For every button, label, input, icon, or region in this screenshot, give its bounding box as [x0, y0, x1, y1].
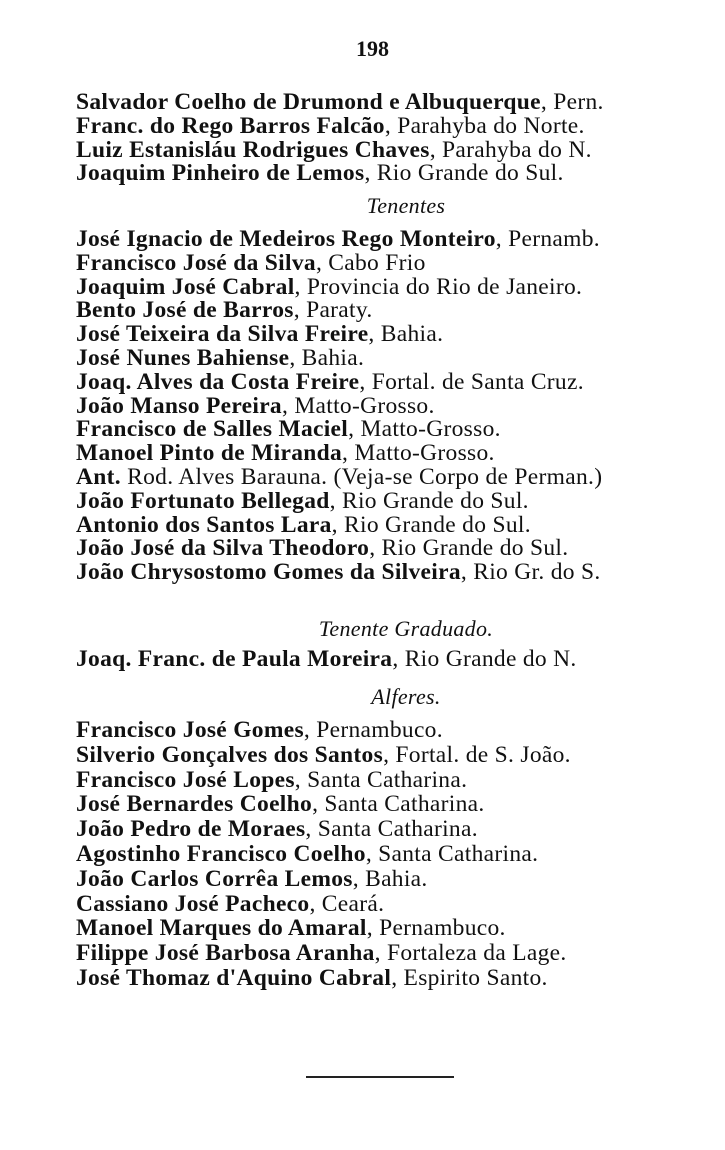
list-entry: José Thomaz d'Aquino Cabral, Espirito Santo. — [76, 964, 548, 991]
page-number: 198 — [356, 36, 389, 61]
list-entry: José Teixeira da Silva Freire, Bahia. — [76, 321, 444, 348]
list-entry: Manoel Marques do Amaral, Pernambuco. — [76, 915, 506, 942]
tenentes-list — [76, 228, 716, 585]
list-entry: Francisco José Lopes, Santa Catharina. — [76, 766, 468, 793]
section-tenente-graduado — [76, 617, 716, 641]
list-entry: Francisco José Gomes, Pernambuco. — [76, 717, 443, 743]
list-entry: João Carlos Corrêa Lemos, Bahia. — [76, 865, 428, 892]
list-entry: Cassiano José Pacheco, Ceará. — [76, 890, 385, 917]
section-heading: Alferes. — [371, 684, 441, 709]
list-entry: José Bernardes Coelho, Santa Catharina. — [76, 791, 485, 818]
list-entry: Franc. do Rego Barros Falcão, Parahyba do Norte. — [76, 112, 585, 139]
section-alferes — [76, 685, 716, 709]
list-entry: Salvador Coelho de Drumond e Albuquerque, Pern. — [76, 89, 604, 115]
section-continued-list — [76, 91, 716, 186]
list-entry: João Pedro de Moraes, Santa Catharina. — [76, 816, 478, 843]
list-entry: Ant. Rod. Alves Barauna. (Veja-se Corpo de Perman.) — [76, 463, 603, 490]
list-entry: Silverio Gonçalves dos Santos, Fortal. de S. João. — [76, 741, 571, 768]
section-heading: Tenentes — [366, 193, 446, 218]
section-tenentes — [76, 194, 716, 218]
section-heading: Tenente Graduado. — [318, 616, 494, 641]
list-entry: João Chrysostomo Gomes da Silveira, Rio Gr. do S. — [76, 559, 601, 586]
list-entry: Joaquim Pinheiro de Lemos, Rio Grande do Sul. — [76, 160, 564, 187]
list-entry: João Manso Pereira, Matto-Grosso. — [76, 392, 435, 419]
alferes-list — [76, 719, 716, 992]
list-entry: Luiz Estanisláu Rodrigues Chaves, Parahyba do N. — [76, 136, 592, 163]
list-entry: Francisco de Salles Maciel, Matto-Grosso. — [76, 416, 501, 443]
list-entry: José Nunes Bahiense, Bahia. — [76, 344, 365, 371]
list-entry: Agostinho Francisco Coelho, Santa Catharina. — [76, 840, 539, 867]
list-entry: João Fortunato Bellegad, Rio Grande do Sul. — [76, 487, 529, 514]
list-entry: Manoel Pinto de Miranda, Matto-Grosso. — [76, 440, 495, 467]
list-entry: Francisco José da Silva, Cabo Frio — [76, 249, 426, 276]
end-rule-divider — [306, 1076, 454, 1078]
list-entry: Joaq. Franc. de Paula Moreira, Rio Grande do N. — [76, 646, 577, 672]
list-entry: Bento José de Barros, Paraty. — [76, 297, 373, 324]
list-entry: José Ignacio de Medeiros Rego Monteiro, Pernamb. — [76, 226, 600, 252]
tenente-graduado-list — [76, 648, 716, 672]
list-entry: João José da Silva Theodoro, Rio Grande do Sul. — [76, 535, 569, 562]
list-entry: Antonio dos Santos Lara, Rio Grande do Sul. — [76, 511, 531, 538]
list-entry: Filippe José Barbosa Aranha, Fortaleza da Lage. — [76, 940, 567, 967]
list-entry: Joaquim José Cabral, Provincia do Rio de Janeiro. — [76, 273, 583, 300]
list-entry: Joaq. Alves da Costa Freire, Fortal. de Santa Cruz. — [76, 368, 584, 395]
